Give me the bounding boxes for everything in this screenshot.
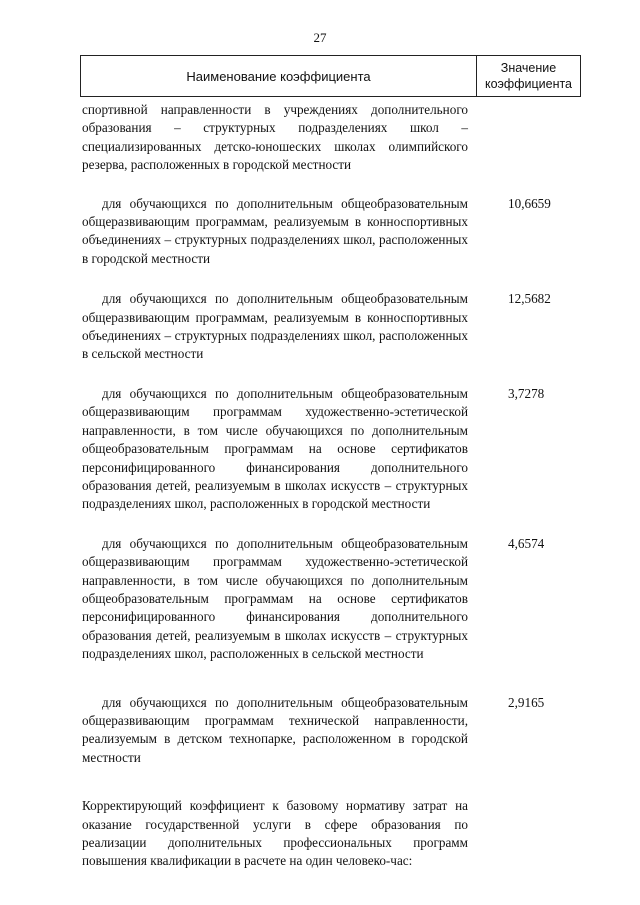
table-row [82,195,622,269]
coefficient-name: для обучающихся по дополнительным общеобразовательным общеразвивающим программам художественно-эстетической направленности, в том числе обучающихся по дополнительным общеобразовательным программам на основе сертификатов персонифицированного финансирования дополнительного образования детей, реализуемым в школах искусств – структурных подразделениях школ, расположенных в городской местности [82,385,468,512]
coefficient-value: 10,6659 [508,195,551,211]
continuation-row [82,101,622,175]
coefficient-value: 3,7278 [508,385,545,401]
header-coefficient-name: Наименование коэффициента [81,56,477,96]
table-row [82,385,622,514]
table-row [82,290,622,364]
coefficient-value: 4,6574 [508,535,545,551]
continuation-text: спортивной направленности в учреждениях дополнительного образования – структурных подразделениях школ – специализированных детско-юношеских школах олимпийского резерва, расположенных в городской местности [82,102,468,173]
table-header [80,55,581,97]
table-row [82,694,622,768]
header-value-line1: Значение [500,61,557,75]
header-coefficient-value [477,56,580,96]
page-number: 27 [313,30,327,45]
final-paragraph: Корректирующий коэффициент к базовому нормативу затрат на оказание государственной услуги в сфере образования по реализации дополнительных профессиональных программ повышения квалификации в расчете на один человеко-час: [82,798,468,869]
header-value-line2: коэффициента [484,77,573,91]
coefficient-name: для обучающихся по дополнительным общеобразовательным общеразвивающим программам технической направленности, реализуемым в детском технопарке, расположенном в городской местности [82,694,468,765]
coefficient-name: для обучающихся по дополнительным общеобразовательным общеразвивающим программам художественно-эстетической направленности, в том числе обучающихся по дополнительным общеобразовательным программам на основе сертификатов персонифицированного финансирования дополнительного образования детей, реализуемым в школах искусств – структурных подразделениях школ, расположенных в сельской местности [82,535,468,662]
coefficient-value: 2,9165 [508,694,545,710]
coefficient-name: для обучающихся по дополнительным общеобразовательным общеразвивающим программам, реализуемым в конноспортивных объединениях – структурных подразделениях школ, расположенных в сельской местности [82,291,468,362]
table-body [82,101,622,871]
table-row [82,535,622,664]
coefficient-value: 12,5682 [508,291,551,307]
coefficient-name: для обучающихся по дополнительным общеобразовательным общеразвивающим программам, реализуемым в конноспортивных объединениях – структурных подразделениях школ, расположенных в городской местности [82,195,468,266]
